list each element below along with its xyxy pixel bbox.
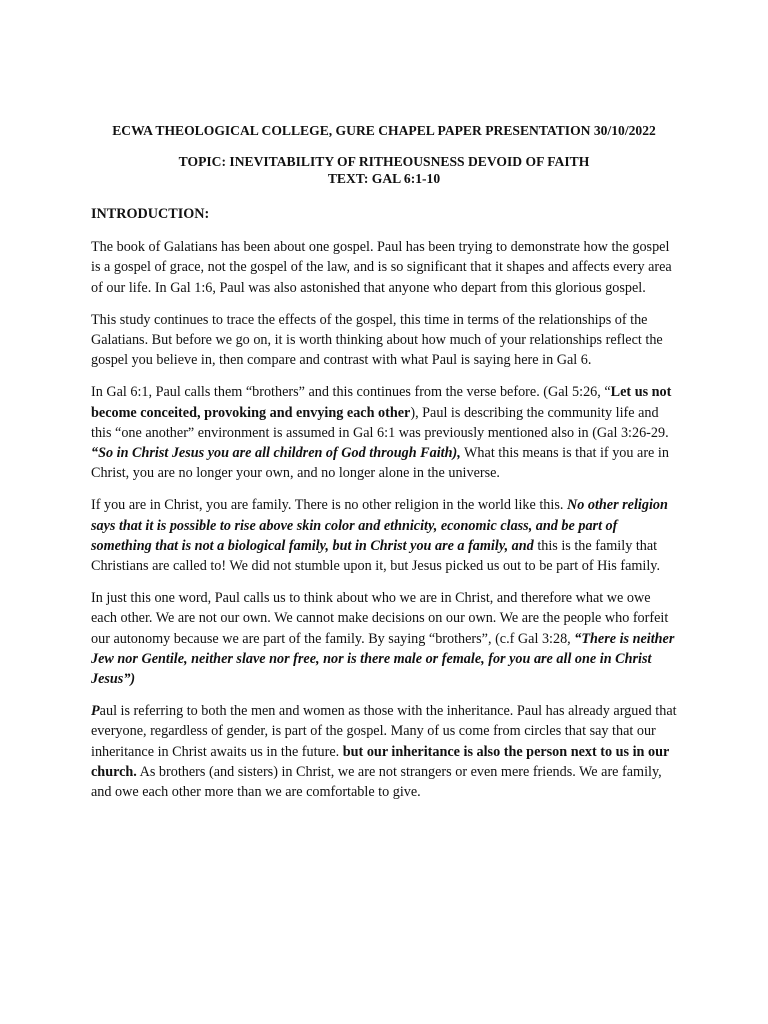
paragraph-5 (91, 588, 677, 689)
paragraph-6-initial: P (91, 703, 100, 720)
paragraph-6 (91, 701, 677, 802)
topic-block (91, 154, 677, 187)
paragraph-3-text-1: In Gal 6:1, Paul calls them “brothers” and this continues from the verse before. (Gal 5:26, “ (91, 384, 611, 401)
paragraph-4-bold-italic: No other religion says that it is possible to rise above skin color and ethnicity, economic class, and be part of something that is not a biological family, but in Christ you are a family, and (91, 497, 668, 554)
paragraph-4-text-1: If you are in Christ, you are family. There is no other religion in the world like this. (91, 497, 567, 514)
paragraph-2: This study continues to trace the effects of the gospel, this time in terms of the relationships of the Galatians. But before we go on, it is worth thinking about how much of your relationships reflect the gospel you believe in, then compare and contrast with what Paul is saying here in Gal 6. (91, 311, 663, 369)
paragraph-4 (91, 495, 677, 576)
paragraph-6-text-2: As brothers (and sisters) in Christ, we are not strangers or even mere friends. We are family, and owe each other more than we are comfortable to give. (91, 763, 662, 801)
paragraph-4-text-2: this is the family that Christians are called to! We did not stumble upon it, but Jesus picked us out to be part of His family. (91, 537, 661, 575)
paragraph-3-text-3: What this means is that if you are in Christ, you are no longer your own, and no longer alone in the universe. (91, 445, 669, 482)
text-reference-line: TEXT: GAL 6:1-10 (327, 170, 441, 186)
document-header: ECWA THEOLOGICAL COLLEGE, GURE CHAPEL PAPER PRESENTATION 30/10/2022 (112, 123, 656, 138)
paragraph-3-bold-quote: Let us not become conceited, provoking and envying each other (91, 384, 672, 421)
paragraph-6-bold: but our inheritance is also the person next to us in our church. (91, 743, 669, 780)
paragraph-3 (91, 382, 677, 483)
paragraph-1: The book of Galatians has been about one gospel. Paul has been trying to demonstrate how the gospel is a gospel of grace, not the gospel of the law, and is so significant that it shapes and affects every area of our life. In Gal 1:6, Paul was also astonished that anyone who depart from this glorious gospel. (91, 239, 672, 296)
paragraph-3-bold-italic-quote: “So in Christ Jesus you are all children of God through Faith), (91, 445, 461, 462)
document-page (91, 122, 677, 814)
paragraph-6-text-1: aul is referring to both the men and women as those with the inheritance. Paul has already argued that everyone, regardless of gender, is part of the gospel. Many of us come from circles that say that our inheritance in Christ awaits us in the future. (91, 703, 677, 760)
paragraph-5-bold-italic-quote: “There is neither Jew nor Gentile, neither slave nor free, nor is there male or female, for you are all one in Christ Jesus”) (91, 630, 675, 688)
topic-line: TOPIC: INEVITABILITY OF RITHEOUSNESS DEVOID OF FAITH (178, 154, 590, 169)
introduction-heading: INTRODUCTION: (91, 206, 210, 222)
paragraph-5-text-1: In just this one word, Paul calls us to think about who we are in Christ, and therefore what we owe each other. We are not our own. We cannot make decisions on our own. We are the people who forfeit our autonomy because we are part of the family. By saying “brothers”, (c.f Gal 3:28, (91, 590, 669, 647)
paragraph-3-text-2: ), Paul is describing the community life and this “one another” environment is assumed in Gal 6:1 was previously mentioned also in (Gal 3:26-29. (91, 404, 669, 441)
